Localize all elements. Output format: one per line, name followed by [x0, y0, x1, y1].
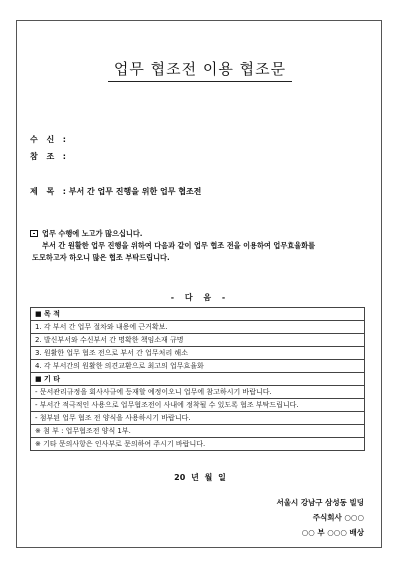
title-block — [0, 58, 400, 82]
signature-address: 서울시 강남구 삼성동 빌딩 — [276, 498, 364, 507]
note-row: ※ 기타 문의사항은 인사부로 문의하여 주시기 바랍니다. — [31, 438, 365, 451]
document-border — [16, 20, 382, 548]
recipient-label: 수 신 — [30, 135, 58, 144]
signature-dept-head: ○○ 부 ○○○ 배상 — [301, 528, 364, 537]
purpose-item: 4. 각 부서간의 원활한 의견교환으로 최고의 업무효율화 — [31, 360, 365, 373]
intro-line-3: 도모하고자 하오니 많은 협조 부탁드립니다. — [32, 253, 170, 262]
recipient-field — [30, 134, 66, 145]
divider-title: - 다 음 - — [170, 293, 230, 302]
other-item: - 첨부된 업무 협조 전 양식을 사용하시기 바랍니다. — [31, 412, 365, 425]
table-row — [31, 373, 365, 386]
purpose-header: ■ 목 적 — [31, 308, 365, 321]
table-row — [31, 412, 365, 425]
document-title: 업무 협조전 이용 협조문 — [108, 58, 292, 82]
signature-company: 주식회사 ○○○ — [312, 513, 364, 522]
date-line: 20 년 월 일 — [174, 473, 226, 482]
subject-field — [30, 186, 201, 197]
reference-colon: : — [62, 152, 66, 161]
details-table — [30, 307, 365, 451]
reference-label: 참 조 — [30, 152, 58, 161]
table-row — [31, 386, 365, 399]
table-row — [31, 360, 365, 373]
table-row — [31, 425, 365, 438]
table-row — [31, 399, 365, 412]
other-header: ■ 기 타 — [31, 373, 365, 386]
table-row — [31, 438, 365, 451]
subject-value: : 부서 간 업무 진행을 위한 업무 협조전 — [62, 187, 202, 196]
bullet-box-icon — [30, 230, 38, 237]
attachment-row: ※ 첨 부 : 업무협조전 양식 1부. — [31, 425, 365, 438]
table-row — [31, 347, 365, 360]
other-item: - 문서관리규정을 회사사규에 등재할 예정이오니 업무에 참고하시기 바랍니다. — [31, 386, 365, 399]
table-row — [31, 321, 365, 334]
intro-line-1-text: 업무 수행에 노고가 많으십니다. — [42, 229, 143, 238]
table-row — [31, 308, 365, 321]
purpose-item: 3. 원활한 업무 협조 전으로 부서 간 업무처리 해소 — [31, 347, 365, 360]
subject-label: 제 목 — [30, 187, 58, 196]
table-row — [31, 334, 365, 347]
reference-field — [30, 151, 66, 162]
recipient-colon: : — [62, 135, 66, 144]
intro-line-2: 부서 간 원활한 업무 진행을 위하여 다음과 같이 업무 협조 전을 이용하여 업무효율화를 — [42, 241, 316, 250]
purpose-item: 1. 각 부서 간 업무 절차와 내용에 근거확보. — [31, 321, 365, 334]
intro-line-1 — [30, 228, 315, 240]
purpose-item: 2. 발신부서와 수신부서 간 명확한 책임소재 규명 — [31, 334, 365, 347]
intro-paragraph — [30, 228, 315, 264]
other-item: - 부서간 적극적인 사용으로 업무협조전이 사내에 정착될 수 있도록 협조 부탁드립니다. — [31, 399, 365, 412]
